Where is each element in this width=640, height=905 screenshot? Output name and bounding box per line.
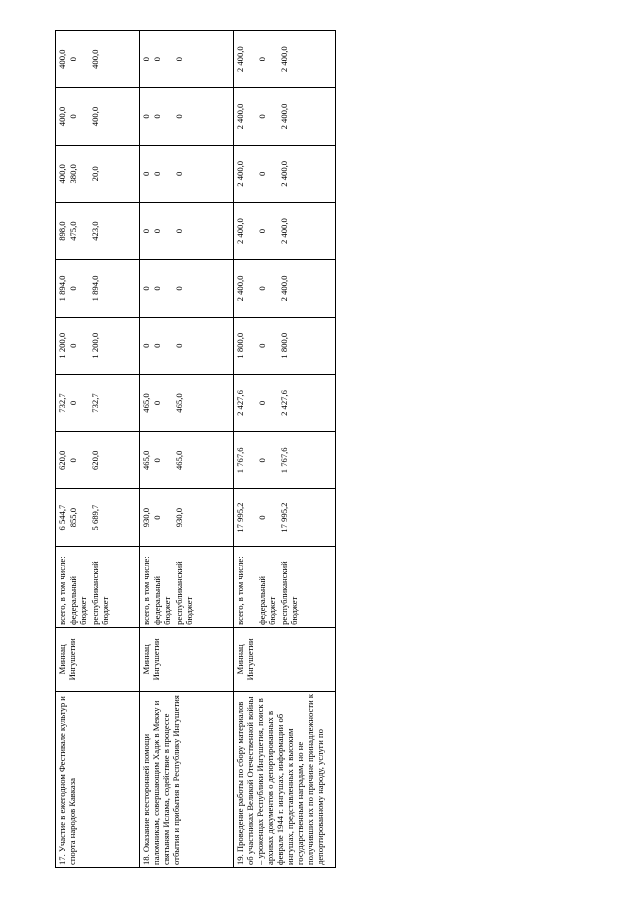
year-value-cell <box>56 31 140 88</box>
value-federal: 0 <box>152 400 162 406</box>
year-value-cell <box>234 88 336 145</box>
year-value-cell <box>140 489 234 546</box>
value-federal: 0 <box>68 458 78 463</box>
funding-source-cell <box>56 546 140 627</box>
value-federal: 0 <box>68 114 78 119</box>
year-value-cell <box>140 317 234 374</box>
executor-name: Миннац Ингушетии <box>57 638 77 681</box>
value-republic: 465,0 <box>174 393 184 413</box>
value-federal: 0 <box>152 458 162 463</box>
value-republic: 1 800,0 <box>279 332 289 359</box>
measure-name-cell <box>234 691 336 867</box>
value-republic: 2 400,0 <box>279 160 289 187</box>
year-value-cell <box>56 202 140 259</box>
table-row <box>56 31 140 868</box>
executor-name: Миннац Ингушетии <box>235 638 255 681</box>
value-federal: 0 <box>257 515 267 520</box>
funding-source: всего, в том числе: <box>57 556 67 625</box>
value-total: 930,0 <box>141 507 151 528</box>
value-federal: 0 <box>152 114 162 119</box>
value-republic: 0 <box>174 343 184 348</box>
measure-name: 17. Участие в ежегодном Фестивале культур и спорта народов Кавказа <box>57 696 77 865</box>
year-value-cell <box>234 317 336 374</box>
value-total: 898,0 <box>57 221 67 241</box>
value-total: 0 <box>141 114 151 119</box>
value-total: 1 200,0 <box>57 332 67 359</box>
value-total: 0 <box>141 228 151 234</box>
value-republic: 17 995,2 <box>279 502 289 533</box>
year-value-cell <box>56 432 140 489</box>
value-republic: 0 <box>174 171 184 176</box>
value-federal: 0 <box>152 57 162 62</box>
value-total: 400,0 <box>57 164 67 184</box>
value-federal: 0 <box>257 171 267 176</box>
value-republic: 2 427,6 <box>279 390 289 416</box>
value-republic: 5 689,7 <box>90 504 100 531</box>
year-value-cell <box>140 432 234 489</box>
executor-name: Миннац Ингушетии <box>141 638 161 681</box>
year-value-cell <box>234 432 336 489</box>
funding-source: республиканский бюджет <box>174 561 194 625</box>
value-federal: 0 <box>152 228 162 234</box>
value-republic: 0 <box>174 114 184 119</box>
year-value-cell <box>234 260 336 317</box>
value-federal: 0 <box>257 458 267 463</box>
year-value-cell <box>56 260 140 317</box>
measure-name-cell <box>140 691 234 867</box>
year-value-cell <box>56 317 140 374</box>
value-republic: 620,0 <box>90 450 100 470</box>
program-budget-table <box>55 30 336 868</box>
year-value-cell <box>56 489 140 546</box>
value-total: 1 894,0 <box>57 275 67 302</box>
value-total: 0 <box>141 286 151 291</box>
value-federal: 475,0 <box>68 221 78 241</box>
table-row <box>234 31 336 868</box>
value-total: 732,7 <box>57 393 67 413</box>
value-federal: 0 <box>257 57 267 62</box>
value-federal: 380,0 <box>68 164 78 184</box>
year-value-cell <box>234 145 336 202</box>
value-republic: 465,0 <box>174 450 184 470</box>
value-total: 0 <box>141 171 151 176</box>
value-total: 2 400,0 <box>235 275 245 302</box>
year-value-cell <box>56 374 140 431</box>
funding-source: республиканский бюджет <box>279 561 299 625</box>
year-value-cell <box>140 374 234 431</box>
value-republic: 400,0 <box>90 49 100 69</box>
value-republic: 1 894,0 <box>90 275 100 302</box>
value-total: 2 400,0 <box>235 218 245 245</box>
value-total: 620,0 <box>57 450 67 470</box>
value-republic: 732,7 <box>90 393 100 413</box>
value-republic: 1 200,0 <box>90 332 100 359</box>
value-total: 400,0 <box>57 49 67 69</box>
table-row <box>140 31 234 868</box>
value-total: 17 995,2 <box>235 502 245 533</box>
year-value-cell <box>140 145 234 202</box>
value-federal: 0 <box>68 400 78 406</box>
year-value-cell <box>140 260 234 317</box>
year-value-cell <box>140 202 234 259</box>
value-total: 2 400,0 <box>235 160 245 187</box>
value-total: 1 800,0 <box>235 332 245 359</box>
value-total: 2 427,6 <box>235 390 245 416</box>
value-federal: 0 <box>257 114 267 119</box>
funding-source-cell <box>234 546 336 627</box>
year-value-cell <box>140 31 234 88</box>
value-republic: 0 <box>174 57 184 62</box>
value-total: 0 <box>141 343 151 348</box>
measure-name: 19. Проведение работы по сбору материалов об участниках Великой Отечественной войны – уроженцах Республики Ингушетия, поиск в архивах документов о депортированных в феврале 1944 г. ингушах, информации об ингушах, представленных к высоким государственным наградам, но не получивших их по причине принадлежности к депортированному народу, услуги по <box>235 694 325 865</box>
year-value-cell <box>234 202 336 259</box>
value-republic: 930,0 <box>174 507 184 528</box>
measure-name-clip <box>235 694 335 865</box>
value-federal: 0 <box>68 343 78 348</box>
value-republic: 2 400,0 <box>279 103 289 130</box>
year-value-cell <box>234 374 336 431</box>
value-total: 0 <box>141 57 151 62</box>
value-republic: 2 400,0 <box>279 275 289 302</box>
year-value-cell <box>56 145 140 202</box>
value-republic: 1 767,6 <box>279 447 289 474</box>
executor-cell <box>56 627 140 691</box>
year-value-cell <box>140 88 234 145</box>
value-federal: 0 <box>152 515 162 520</box>
executor-cell <box>140 627 234 691</box>
value-federal: 855,0 <box>68 507 78 528</box>
value-total: 465,0 <box>141 450 151 470</box>
value-total: 2 400,0 <box>235 103 245 130</box>
value-federal: 0 <box>257 228 267 234</box>
value-republic: 20,0 <box>90 166 100 182</box>
value-republic: 400,0 <box>90 106 100 127</box>
value-federal: 0 <box>68 286 78 291</box>
value-total: 1 767,6 <box>235 447 245 474</box>
year-value-cell <box>234 489 336 546</box>
value-federal: 0 <box>257 343 267 348</box>
funding-source: всего, в том числе: <box>141 556 151 625</box>
value-federal: 0 <box>68 57 78 62</box>
value-total: 2 400,0 <box>235 46 245 73</box>
funding-source: федеральный бюджет <box>68 576 88 625</box>
executor-cell <box>234 627 336 691</box>
measure-name: 18. Оказание всесторонней помощи паломникам, совершающим Хадж в Мекку и святыням Ислама, содействие в процессе отбытия и прибытия в Республику Ингушетия <box>141 695 181 865</box>
table-body <box>56 31 336 868</box>
value-republic: 423,0 <box>90 221 100 241</box>
funding-source: федеральный бюджет <box>152 576 172 625</box>
value-republic: 2 400,0 <box>279 46 289 73</box>
value-republic: 0 <box>174 286 184 291</box>
funding-source: федеральный бюджет <box>257 576 277 625</box>
value-federal: 0 <box>257 400 267 406</box>
value-total: 465,0 <box>141 393 151 413</box>
value-total: 400,0 <box>57 106 67 127</box>
value-federal: 0 <box>257 286 267 291</box>
value-federal: 0 <box>152 343 162 348</box>
year-value-cell <box>56 88 140 145</box>
value-federal: 0 <box>152 286 162 291</box>
value-total: 6 544,7 <box>57 504 67 531</box>
value-federal: 0 <box>152 171 162 176</box>
year-value-cell <box>234 31 336 88</box>
measure-name-cell <box>56 691 140 867</box>
funding-source: всего, в том числе: <box>235 556 245 625</box>
funding-source-cell <box>140 546 234 627</box>
rotated-table-container <box>55 30 590 868</box>
funding-source: республиканский бюджет <box>90 561 110 625</box>
value-republic: 2 400,0 <box>279 218 289 245</box>
value-republic: 0 <box>174 228 184 234</box>
